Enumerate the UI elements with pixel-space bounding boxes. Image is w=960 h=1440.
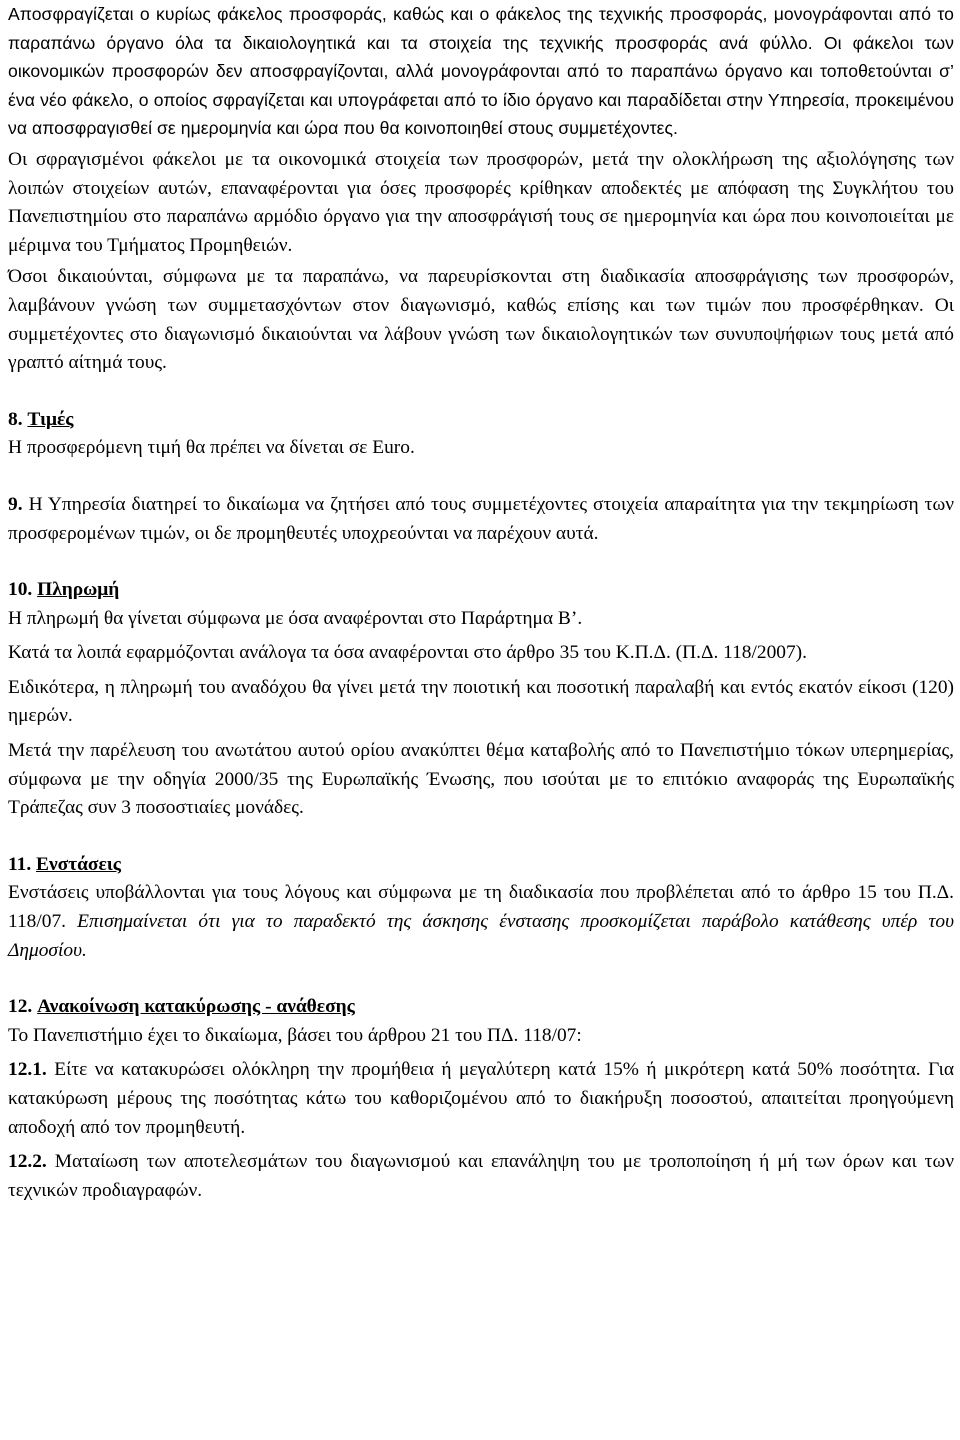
section-10-number: 10.	[8, 579, 33, 601]
section-11-paragraph	[8, 879, 954, 965]
section-12-heading	[8, 993, 954, 1022]
section-8-title: Τιμές	[27, 408, 74, 430]
section-12-1-number: 12.1.	[8, 1059, 47, 1081]
section-12-number: 12.	[8, 996, 33, 1018]
section-10-text-2: Κατά τα λοιπά εφαρμόζονται ανάλογα τα όσα αναφέρονται στο άρθρο 35 του Κ.Π.Δ. (Π.Δ. 118/2007).	[8, 642, 807, 664]
section-9	[8, 491, 954, 548]
section-12	[8, 993, 954, 1205]
section-12-2-paragraph	[8, 1148, 954, 1205]
section-11	[8, 851, 954, 965]
section-9-number: 9.	[8, 493, 23, 515]
section-8	[8, 406, 954, 463]
section-10-text-3: Ειδικότερα, η πληρωμή του αναδόχου θα γίνει μετά την ποιοτική και ποσοτική παραλαβή και εντός εκατόν είκοσι (120) ημερών.	[8, 676, 954, 727]
section-12-2-text: Ματαίωση των αποτελεσμάτων του διαγωνισμού και επανάληψη του με τροποποίηση ή μή των όρων και των τεχνικών προδιαγραφών.	[8, 1151, 954, 1201]
section-8-heading	[8, 406, 954, 435]
paragraph-sealed-envelopes: Οι σφραγισμένοι φάκελοι με τα οικονομικά στοιχεία των προσφορών, μετά την ολοκλήρωση της αξιολόγησης των λοιπών στοιχείων αυτών, επαναφέρονται για όσες προσφορές κρίθηκαν αποδεκτές με απόφαση της Συγκλήτου του Πανεπιστημίου στο παραπάνω αρμόδιο όργανο για την αποσφράγισή τους σε ημερομηνία και ώρα που κοινοποιείται με μέριμνα του Τμήματος Προμηθειών.	[8, 148, 954, 256]
section-8-number: 8.	[8, 408, 23, 430]
section-11-number: 11.	[8, 853, 32, 875]
section-10	[8, 576, 954, 823]
section-10-text-4: Μετά την παρέλευση του ανωτάτου αυτού ορίου ανακύπτει θέμα καταβολής από το Πανεπιστήμιο τόκων υπερημερίας, σύμφωνα με την οδηγία 2000/35 της Ευρωπαϊκής Ένωσης, που ισούται με το επιτόκιο αναφοράς της Ευρωπαϊκής Τράπεζας συν 3 ποσοστιαίες μονάδες.	[8, 740, 954, 819]
section-11-text: Ενστάσεις υποβάλλονται για τους λόγους και σύμφωνα με τη διαδικασία που προβλέπεται από το άρθρο 15 του Π.Δ. 118/07.	[8, 882, 954, 933]
section-9-paragraph	[8, 491, 954, 548]
section-12-title: Ανακοίνωση κατακύρωσης - ανάθεσης	[37, 996, 355, 1018]
section-11-heading	[8, 851, 954, 880]
section-12-1-paragraph	[8, 1056, 954, 1142]
section-11-title: Ενστάσεις	[36, 853, 121, 875]
section-12-text: Το Πανεπιστήμιο έχει το δικαίωμα, βάσει του άρθρου 21 του ΠΔ. 118/07:	[8, 1024, 582, 1046]
section-10-title: Πληρωμή	[37, 579, 120, 601]
section-12-2-number: 12.2.	[8, 1151, 47, 1173]
section-10-heading	[8, 576, 954, 605]
document-page	[8, 0, 954, 1205]
section-12-1-text: Είτε να κατακυρώσει ολόκληρη την προμήθεια ή μεγαλύτερη κατά 15% ή μικρότερη κατά 50% ποσότητα. Για κατακύρωση μέρους της ποσότητας κάτω του καθοριζομένου από το διακήρυξη ποσοστού, απαιτείται προηγούμενη αποδοχή από τον προμηθευτή.	[8, 1059, 954, 1138]
section-11-italic-note: Επισημαίνεται ότι για το παραδεκτό της άσκησης ένστασης προσκομίζεται παράβολο κατάθεσης υπέρ του Δημοσίου.	[8, 911, 954, 961]
paragraph-opening: Αποσφραγίζεται ο κυρίως φάκελος προσφοράς, καθώς και ο φάκελος της τεχνικής προσφοράς, μονογράφονται από το παραπάνω όργανο όλα τα δικαιολογητικά και τα στοιχεία της τεχνικής προσφοράς ανά φύλλο. Οι φάκελοι των οικονομικών προσφορών δεν αποσφραγίζονται, αλλά μονογράφονται από το παραπάνω όργανο και τοποθετούνται σ’ ένα νέο φάκελο, ο οποίος σφραγίζεται και υπογράφεται από το ίδιο όργανο και παραδίδεται στην Υπηρεσία, προκειμένου να αποσφραγισθεί σε ημερομηνία και ώρα που θα κοινοποιηθεί στους συμμετέχοντες.	[8, 4, 954, 139]
section-10-text-1: Η πληρωμή θα γίνεται σύμφωνα με όσα αναφέρονται στο Παράρτημα Β’.	[8, 607, 583, 629]
section-8-text: Η προσφερόμενη τιμή θα πρέπει να δίνεται σε Euro.	[8, 437, 415, 459]
section-9-text: Η Υπηρεσία διατηρεί το δικαίωμα να ζητήσει από τους συμμετέχοντες στοιχεία απαραίτητα για την τεκμηρίωση των προσφερομένων τιμών, οι δε προμηθευτές υποχρεούνται να παρέχουν αυτά.	[8, 493, 954, 544]
paragraph-attendance: Όσοι δικαιούνται, σύμφωνα με τα παραπάνω, να παρευρίσκονται στη διαδικασία αποσφράγισης των προσφορών, λαμβάνουν γνώση των συμμετασχόντων στον διαγωνισμό, καθώς επίσης και των τιμών που προσφέρθηκαν. Οι συμμετέχοντες στο διαγωνισμό δικαιούνται να λάβουν γνώση των δικαιολογητικών των συνυποψήφιων τους μετά από γραπτό αίτημά τους.	[8, 266, 954, 374]
